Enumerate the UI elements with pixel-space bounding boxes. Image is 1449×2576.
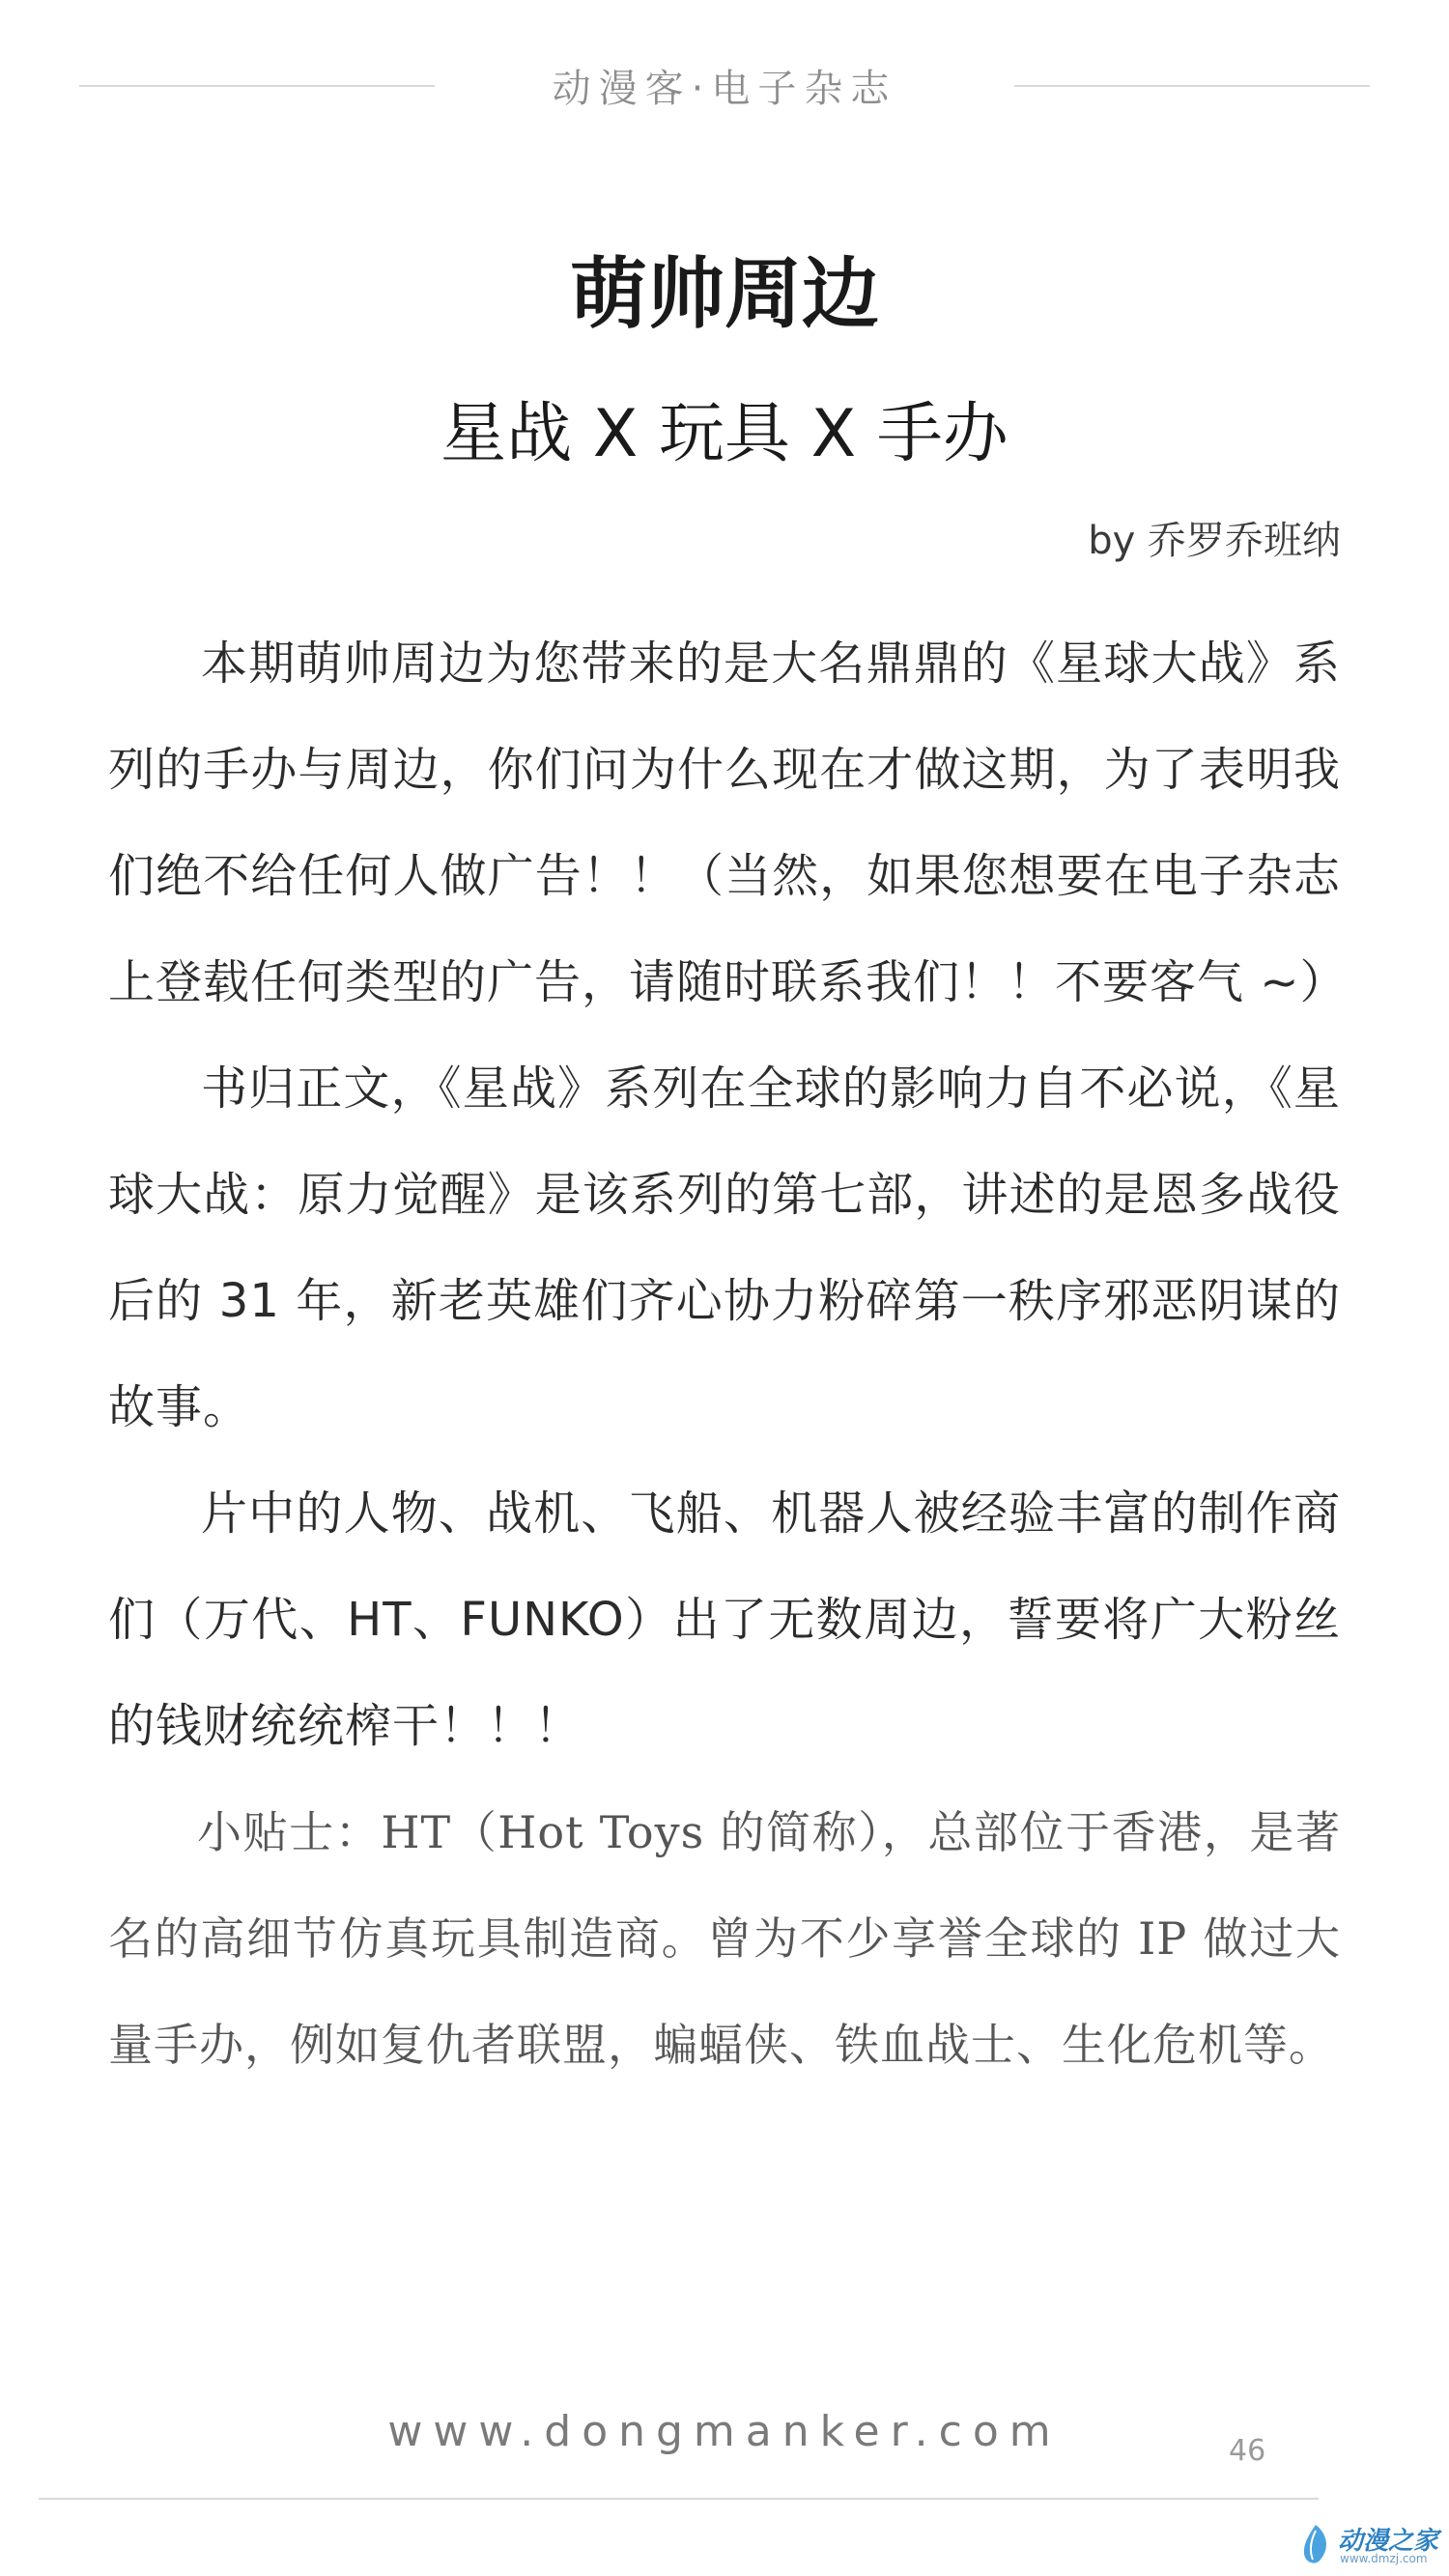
footer-divider bbox=[39, 2498, 1319, 2500]
paragraph-background: 书归正文，《星战》系列在全球的影响力自不必说，《星球大战：原力觉醒》是该系列的第七部，讲述的是恩多战役后的 31 年，新老英雄们齐心协力粉碎第一秩序邪恶阴谋的故事。 bbox=[108, 1062, 1341, 1434]
header-divider-right bbox=[1014, 85, 1370, 87]
paragraph-merchandise: 片中的人物、战机、飞船、机器人被经验丰富的制作商们（万代、HT、FUNKO）出了无数周边，誓要将广大粉丝的钱财统统榨干！！！ bbox=[108, 1486, 1341, 1753]
watermark-url: www.dmzj.com bbox=[1340, 2552, 1428, 2565]
leaf-logo-icon bbox=[1299, 2523, 1332, 2565]
paragraph-intro: 本期萌帅周边为您带来的是大名鼎鼎的《星球大战》系列的手办与周边，你们问为什么现在才做这期，为了表明我们绝不给任何人做广告！！（当然，如果您想要在电子杂志上登载任何类型的广告，请随时联系我们！！不要客气 ~） bbox=[108, 637, 1348, 1009]
paragraph-tip: 小贴士：HT（Hot Toys 的简称），总部位于香港，是著名的高细节仿真玩具制造商。曾为不少享誉全球的 IP 做过大量手办，例如复仇者联盟，蝙蝠侠、铁血战士、生化危机等。 bbox=[108, 1806, 1341, 2071]
article-byline: by 乔罗乔班纳 bbox=[1088, 519, 1341, 563]
header-divider-left bbox=[79, 85, 435, 87]
footer-url: www.dongmanker.com bbox=[387, 2407, 1062, 2456]
article-title: 萌帅周边 bbox=[570, 249, 879, 339]
article-body bbox=[108, 610, 1348, 2098]
article-subtitle: 星战 X 玩具 X 手办 bbox=[440, 396, 1009, 472]
magazine-name: 动漫客·电子杂志 bbox=[552, 67, 897, 111]
page-number: 46 bbox=[1229, 2434, 1266, 2468]
watermark bbox=[1299, 2521, 1444, 2569]
watermark-name: 动漫之家 bbox=[1338, 2527, 1439, 2556]
